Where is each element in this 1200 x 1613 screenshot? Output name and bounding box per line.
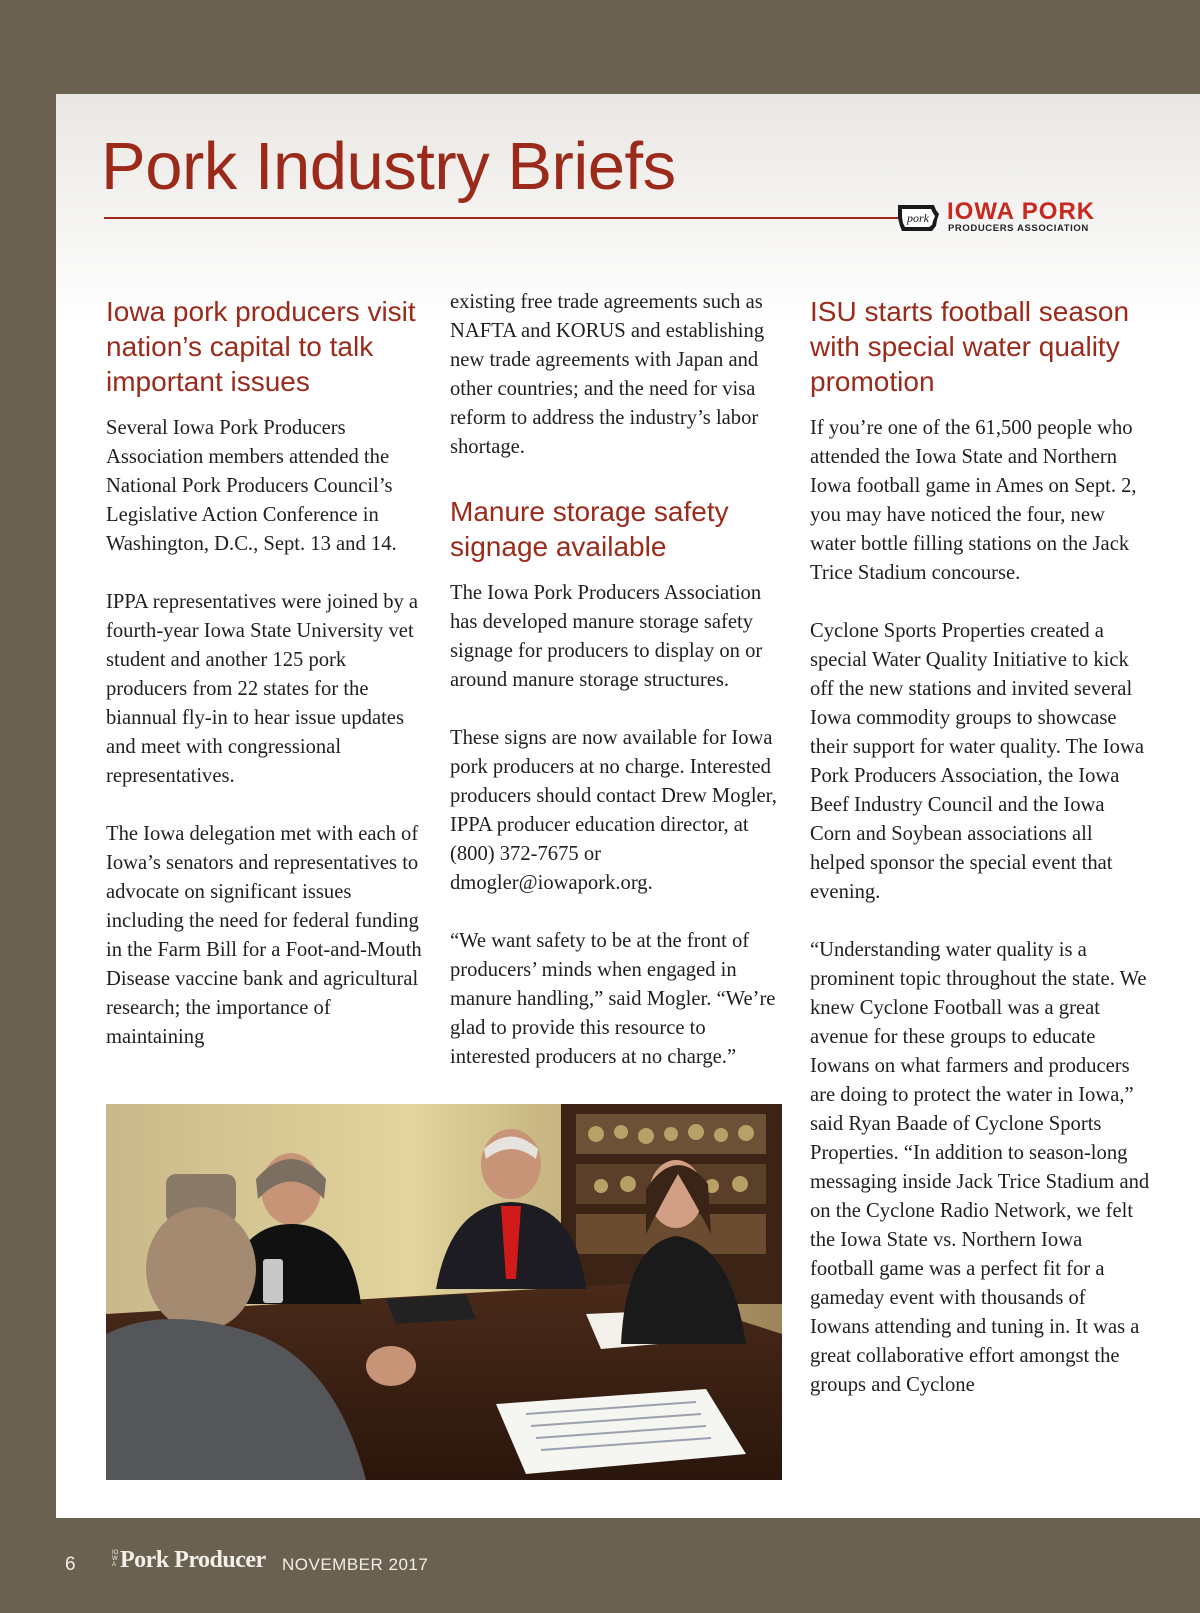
article-isu-paragraph-1: If you’re one of the 61,500 people who attended the Iowa State and Northern Iowa football game in Ames on Sept. 2, you may have noticed the four, new water bottle filling stations on the Jack Trice Stadium concourse. bbox=[810, 417, 1137, 584]
article-capital-column bbox=[106, 294, 426, 1052]
ippa-logo bbox=[896, 198, 1160, 234]
page-number: 6 bbox=[65, 1554, 76, 1575]
page-title: Pork Industry Briefs bbox=[101, 129, 676, 204]
publication-name: Pork Producer bbox=[120, 1547, 266, 1573]
article-isu-paragraph-3: “Understanding water quality is a prominent topic throughout the state. We knew Cyclone Football was a great avenue for these groups to educate Iowans on what farmers and producers are doing to protect the water in Iowa,” said Ryan Baade of Cyclone Sports Properties. “In addition to season-long messaging inside Jack Trice Stadium and on the Cyclone Radio Network, we felt the Iowa State vs. Northern Iowa football game was a perfect fit for a gameday event with thousands of Iowans attending and tuning in. It was a great collaborative effort amongst the groups and Cyclone bbox=[810, 939, 1150, 1396]
iowa-state-logo-icon bbox=[896, 202, 940, 234]
article-manure-paragraph-1: The Iowa Pork Producers Association has developed manure storage safety signage for producers to display on or around manure storage structures. bbox=[450, 582, 763, 691]
meeting-photo bbox=[106, 1104, 782, 1480]
logo-sub-text: PRODUCERS ASSOCIATION bbox=[948, 223, 1089, 234]
issue-date: NOVEMBER 2017 bbox=[282, 1555, 429, 1574]
publication-prefix: IOWA bbox=[112, 1550, 119, 1568]
middle-column bbox=[450, 288, 790, 1072]
article-manure-headline: Manure storage safety signage available bbox=[450, 496, 729, 562]
article-capital-paragraph-2: IPPA representatives were joined by a fourth-year Iowa State University vet student and another 125 pork producers from 22 states for the biannual fly-in to hear issue updates and meet with congressional representatives. bbox=[106, 591, 419, 787]
title-rule bbox=[104, 217, 916, 219]
article-capital-paragraph-3: The Iowa delegation met with each of Iowa’s senators and representatives to advocate on significant issues including the need for federal funding in the Farm Bill for a Foot-and-Mouth Disease vaccine bank and agricultural research; the importance of maintaining bbox=[106, 823, 422, 1048]
article-manure-paragraph-2: These signs are now available for Iowa pork producers at no charge. Interested producers should contact Drew Mogler, IPPA producer education director, at (800) 372-7675 or dmogler@iowapork.org. bbox=[450, 727, 777, 894]
meeting-photo-illustration bbox=[106, 1104, 782, 1480]
article-isu-column bbox=[810, 294, 1150, 1400]
article-isu-headline: ISU starts football season with special water quality promotion bbox=[810, 296, 1130, 397]
article-isu-paragraph-2: Cyclone Sports Properties created a special Water Quality Initiative to kick off the new stations and invited several Iowa commodity groups to showcase their support for water quality. The Iowa Pork Producers Association, the Iowa Beef Industry Council and the Iowa Corn and Soybean associations all helped sponsor the special event that evening. bbox=[810, 620, 1144, 903]
article-capital-paragraph-1: Several Iowa Pork Producers Association members attended the National Pork Producers Council’s Legislative Action Conference in Washington, D.C., Sept. 13 and 14. bbox=[106, 417, 397, 555]
article-capital-continuation: existing free trade agreements such as NAFTA and KORUS and establishing new trade agreements with Japan and other countries; and the need for visa reform to address the industry’s labor shortage. bbox=[450, 291, 765, 458]
logo-main-text: IOWA PORK bbox=[947, 198, 1096, 225]
article-manure-paragraph-3: “We want safety to be at the front of producers’ minds when engaged in manure handling,” said Mogler. “We’re glad to provide this resource to interested producers at no charge.” bbox=[450, 930, 776, 1068]
logo-badge-text: pork bbox=[907, 211, 929, 225]
article-capital-headline: Iowa pork producers visit nation’s capital to talk important issues bbox=[106, 296, 416, 397]
